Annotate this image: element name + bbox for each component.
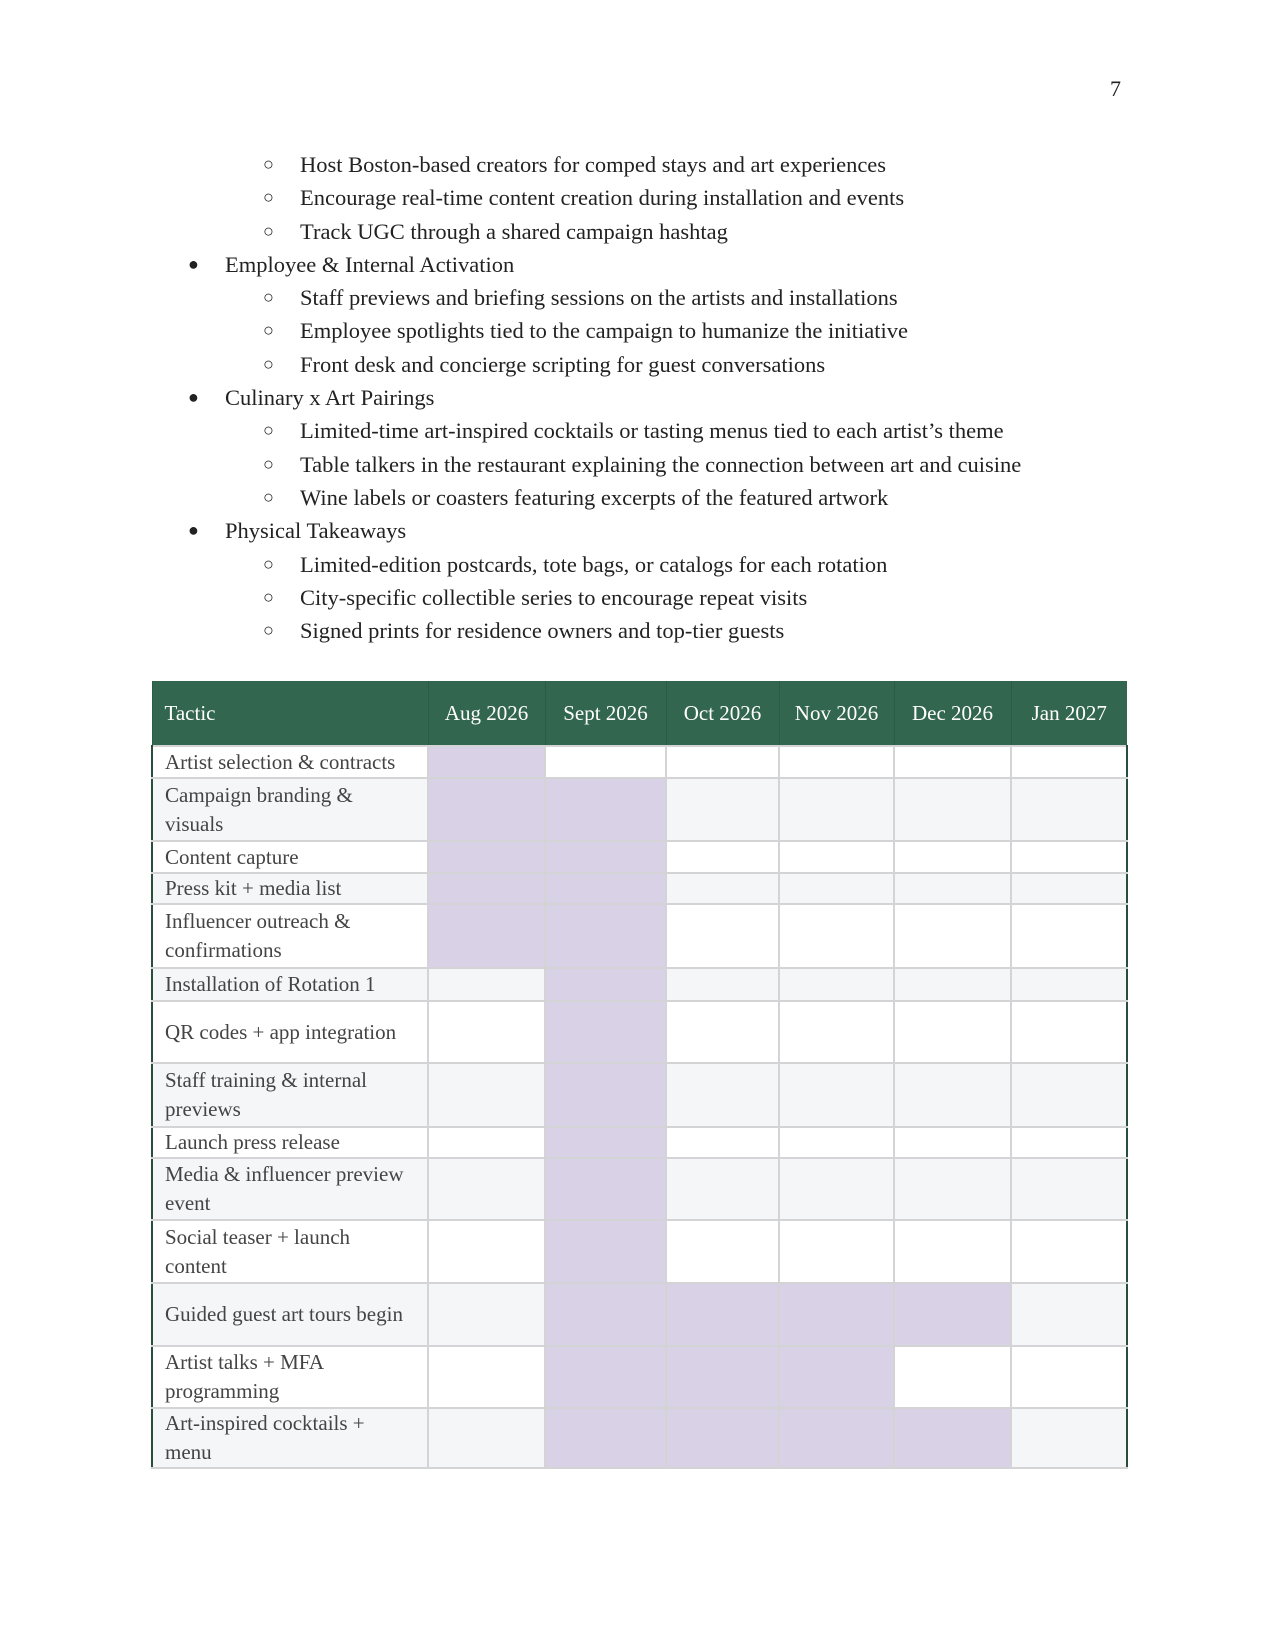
page-number: 7 [1110, 76, 1121, 101]
month-cell [666, 1063, 779, 1127]
list-item-text: Encourage real-time content creation during installation and events [300, 185, 905, 211]
active-month-cell [545, 778, 666, 841]
month-cell [894, 1158, 1011, 1220]
list-item [0, 481, 1275, 514]
list-item-text: Employee spotlights tied to the campaign to humanize the initiative [300, 318, 908, 344]
month-cell [428, 1127, 545, 1158]
month-cell [1011, 1158, 1127, 1220]
table-row [152, 1127, 1127, 1158]
tactic-cell: Guided guest art tours begin [152, 1283, 428, 1346]
month-cell [1011, 1063, 1127, 1127]
bullet-icon: ● [188, 253, 199, 274]
month-cell [894, 968, 1011, 1001]
table-row [152, 841, 1127, 873]
month-cell [1011, 873, 1127, 904]
active-month-cell [428, 841, 545, 873]
month-cell [1011, 1001, 1127, 1063]
month-cell [666, 1127, 779, 1158]
tactic-cell: Launch press release [152, 1127, 428, 1158]
month-cell [779, 904, 894, 968]
list-item-text: Signed prints for residence owners and top-tier guests [300, 618, 785, 644]
active-month-cell [545, 873, 666, 904]
table-header-row [152, 681, 1127, 746]
active-month-cell [545, 1001, 666, 1063]
table-row [152, 746, 1127, 778]
active-month-cell [779, 1346, 894, 1408]
month-cell [428, 1220, 545, 1283]
tactic-cell: Campaign branding & visuals [152, 778, 428, 841]
table-row [152, 778, 1127, 841]
column-header: Oct 2026 [666, 681, 779, 746]
month-cell [666, 968, 779, 1001]
column-header: Sept 2026 [545, 681, 666, 746]
list-item-text: Employee & Internal Activation [225, 251, 515, 277]
active-month-cell [666, 1408, 779, 1468]
tactic-cell: Press kit + media list [152, 873, 428, 904]
active-month-cell [545, 1346, 666, 1408]
tactic-cell: Staff training & internal previews [152, 1063, 428, 1127]
month-cell [545, 746, 666, 778]
tactic-cell: Influencer outreach & confirmations [152, 904, 428, 968]
month-cell [428, 1158, 545, 1220]
list-item-text: Table talkers in the restaurant explaining the connection between art and cuisine [300, 451, 1022, 477]
list-item-text: Staff previews and briefing sessions on the artists and installations [300, 285, 898, 311]
tactic-cell: QR codes + app integration [152, 1001, 428, 1063]
table-row [152, 1283, 1127, 1346]
sub-bullet-icon: ○ [263, 154, 274, 174]
month-cell [894, 1063, 1011, 1127]
sub-bullet-icon: ○ [263, 586, 274, 607]
column-header: Jan 2027 [1011, 681, 1127, 746]
month-cell [1011, 1283, 1127, 1346]
list-item [0, 314, 1275, 347]
month-cell [894, 1346, 1011, 1408]
active-month-cell [545, 1283, 666, 1346]
column-header: Dec 2026 [894, 681, 1011, 746]
list-item-text: Limited-edition postcards, tote bags, or catalogs for each rotation [300, 551, 888, 577]
active-month-cell [545, 1158, 666, 1220]
month-cell [666, 841, 779, 873]
month-cell [1011, 841, 1127, 873]
active-month-cell [666, 1283, 779, 1346]
table-row [152, 904, 1127, 968]
table-row [152, 1001, 1127, 1063]
list-item-text: Wine labels or coasters featuring excerpts of the featured artwork [300, 484, 889, 510]
list-item [0, 248, 1275, 281]
list-item [0, 448, 1275, 481]
sub-bullet-icon: ○ [263, 353, 274, 374]
bullet-list [0, 148, 1275, 647]
bullet-icon: ● [188, 520, 199, 541]
month-cell [1011, 778, 1127, 841]
active-month-cell [428, 873, 545, 904]
sub-bullet-icon: ○ [263, 620, 274, 641]
active-month-cell [894, 1408, 1011, 1468]
month-cell [779, 841, 894, 873]
table-row [152, 1158, 1127, 1220]
month-cell [428, 1346, 545, 1408]
column-header: Aug 2026 [428, 681, 545, 746]
month-cell [666, 778, 779, 841]
month-cell [428, 1063, 545, 1127]
tactic-cell: Social teaser + launch content [152, 1220, 428, 1283]
table-row [152, 1408, 1127, 1468]
sub-bullet-icon: ○ [263, 486, 274, 507]
active-month-cell [545, 1220, 666, 1283]
list-item-text: Track UGC through a shared campaign hashtag [300, 218, 728, 244]
list-item [0, 514, 1275, 547]
month-cell [894, 746, 1011, 778]
sub-bullet-icon: ○ [263, 287, 274, 308]
month-cell [428, 968, 545, 1001]
sub-bullet-icon: ○ [263, 453, 274, 474]
sub-bullet-icon: ○ [263, 320, 274, 341]
month-cell [1011, 1220, 1127, 1283]
active-month-cell [428, 778, 545, 841]
list-item [0, 215, 1275, 248]
tactic-cell: Artist talks + MFA programming [152, 1346, 428, 1408]
list-item [0, 614, 1275, 647]
month-cell [666, 1220, 779, 1283]
active-month-cell [545, 1408, 666, 1468]
month-cell [428, 1001, 545, 1063]
active-month-cell [666, 1346, 779, 1408]
month-cell [894, 1220, 1011, 1283]
list-item-text: City-specific collectible series to encourage repeat visits [300, 584, 808, 610]
month-cell [1011, 968, 1127, 1001]
sub-bullet-icon: ○ [263, 420, 274, 441]
month-cell [428, 1283, 545, 1346]
active-month-cell [545, 1063, 666, 1127]
month-cell [666, 1001, 779, 1063]
month-cell [1011, 1127, 1127, 1158]
month-cell [428, 1408, 545, 1468]
month-cell [894, 1001, 1011, 1063]
list-item [0, 381, 1275, 414]
list-item [0, 414, 1275, 447]
active-month-cell [545, 1127, 666, 1158]
active-month-cell [545, 904, 666, 968]
list-item [0, 181, 1275, 214]
month-cell [779, 778, 894, 841]
month-cell [666, 873, 779, 904]
tactic-cell: Content capture [152, 841, 428, 873]
timeline-table [151, 681, 1128, 1469]
active-month-cell [545, 841, 666, 873]
month-cell [1011, 1346, 1127, 1408]
list-item-text: Host Boston-based creators for comped stays and art experiences [300, 152, 887, 177]
sub-bullet-icon: ○ [263, 553, 274, 574]
month-cell [779, 1063, 894, 1127]
month-cell [666, 746, 779, 778]
month-cell [894, 904, 1011, 968]
list-item [0, 281, 1275, 314]
column-header: Tactic [152, 681, 428, 746]
list-item [0, 581, 1275, 614]
list-item-text: Front desk and concierge scripting for guest conversations [300, 351, 826, 377]
active-month-cell [428, 904, 545, 968]
table-row [152, 873, 1127, 904]
month-cell [1011, 746, 1127, 778]
table-row [152, 1220, 1127, 1283]
tactic-cell: Installation of Rotation 1 [152, 968, 428, 1001]
month-cell [894, 841, 1011, 873]
month-cell [779, 1158, 894, 1220]
month-cell [779, 1001, 894, 1063]
bullet-icon: ● [188, 387, 199, 408]
list-item-text: Culinary x Art Pairings [225, 385, 435, 411]
active-month-cell [545, 968, 666, 1001]
sub-bullet-icon: ○ [263, 187, 274, 208]
tactic-cell: Artist selection & contracts [152, 746, 428, 778]
active-month-cell [779, 1283, 894, 1346]
month-cell [894, 873, 1011, 904]
month-cell [779, 873, 894, 904]
list-item [0, 348, 1275, 381]
month-cell [779, 1220, 894, 1283]
sub-bullet-icon: ○ [263, 220, 274, 241]
table-row [152, 1063, 1127, 1127]
month-cell [779, 746, 894, 778]
list-item-text: Physical Takeaways [225, 518, 407, 544]
table-row [152, 1346, 1127, 1408]
list-item [0, 148, 1275, 181]
month-cell [779, 1127, 894, 1158]
month-cell [666, 1158, 779, 1220]
active-month-cell [894, 1283, 1011, 1346]
month-cell [666, 904, 779, 968]
month-cell [779, 968, 894, 1001]
list-item-text: Limited-time art-inspired cocktails or tasting menus tied to each artist’s theme [300, 418, 1004, 444]
active-month-cell [779, 1408, 894, 1468]
active-month-cell [428, 746, 545, 778]
month-cell [1011, 1408, 1127, 1468]
table-row [152, 968, 1127, 1001]
list-item [0, 548, 1275, 581]
tactic-cell: Art-inspired cocktails + menu [152, 1408, 428, 1468]
tactic-cell: Media & influencer preview event [152, 1158, 428, 1220]
month-cell [894, 1127, 1011, 1158]
month-cell [894, 778, 1011, 841]
month-cell [1011, 904, 1127, 968]
column-header: Nov 2026 [779, 681, 894, 746]
